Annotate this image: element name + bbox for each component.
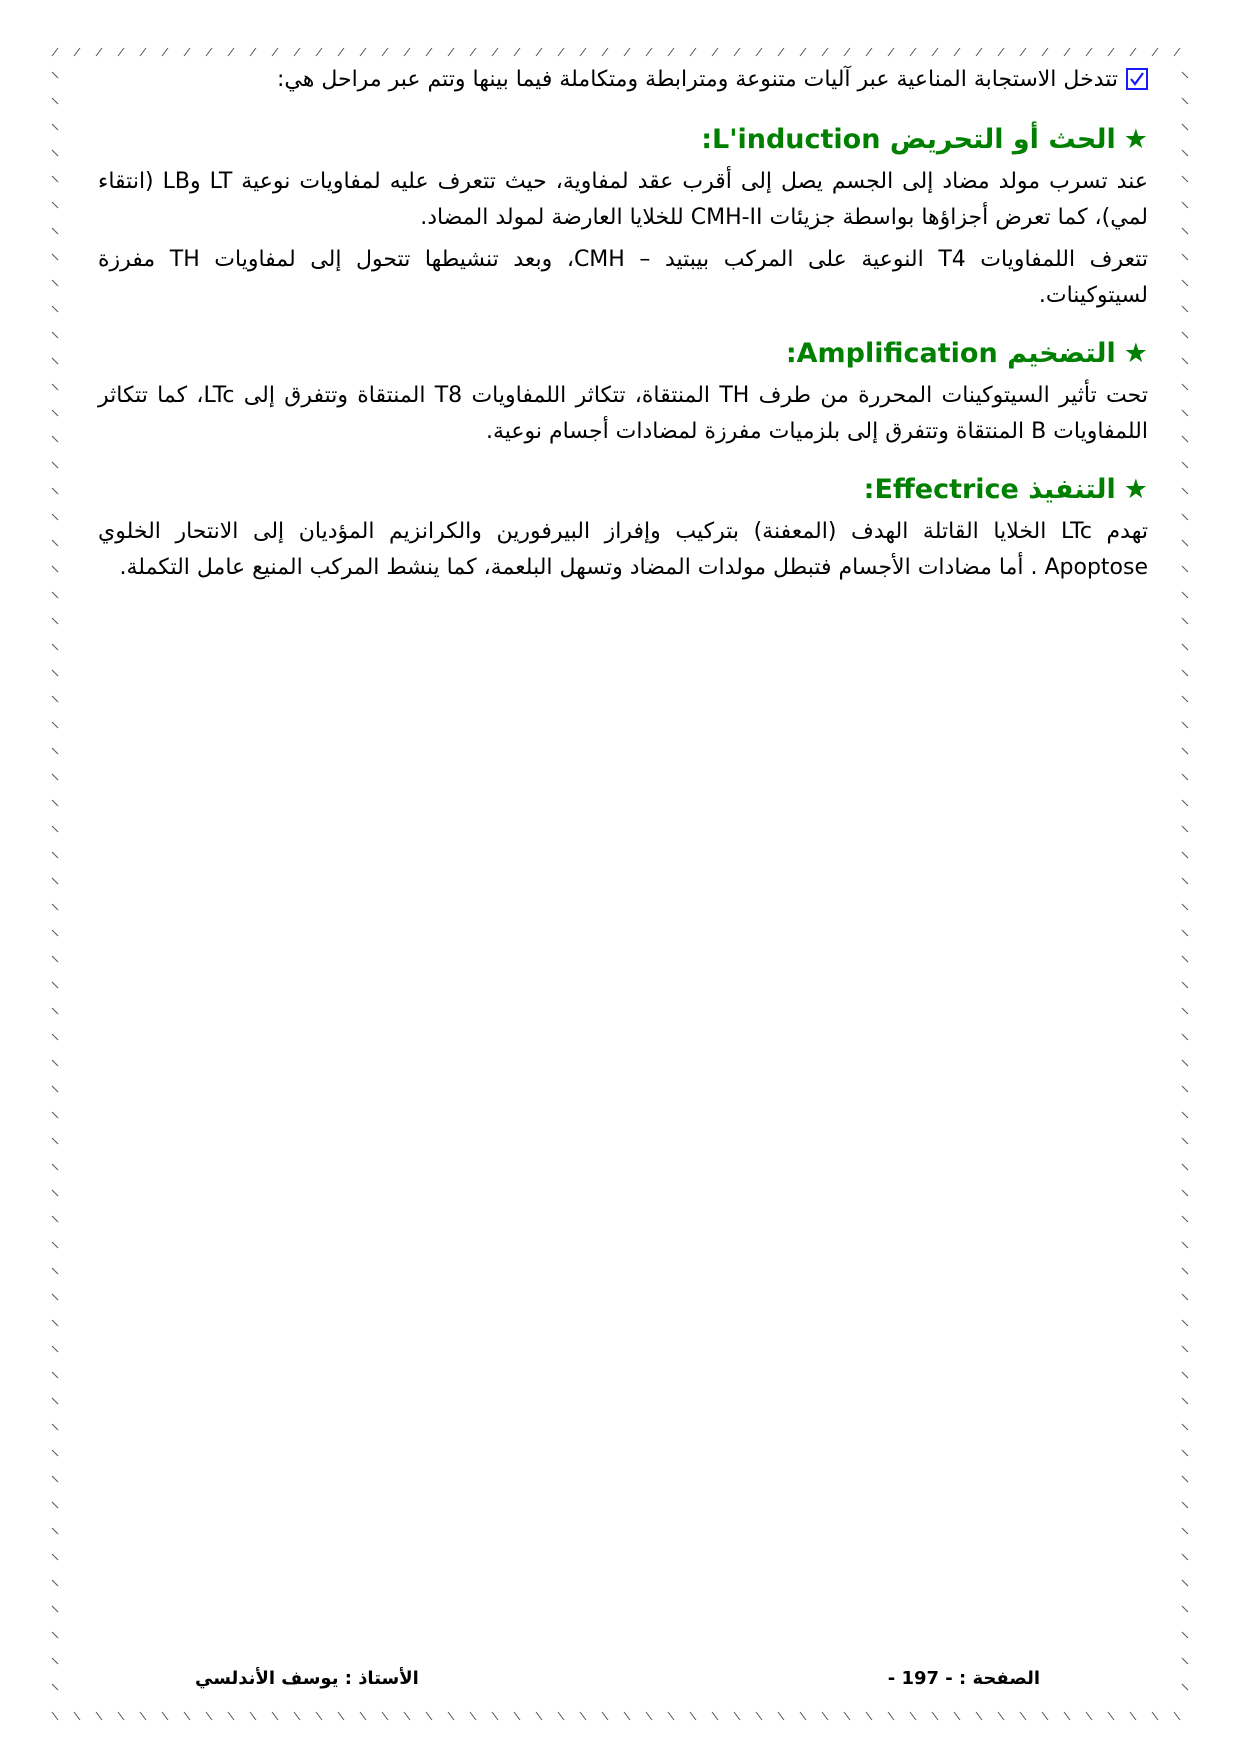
title-ar: التنفيذ — [1028, 474, 1116, 505]
title-fr: Amplification: — [785, 338, 998, 369]
star-icon: ★ — [1123, 124, 1148, 155]
section-amplification — [98, 334, 1148, 450]
checkbox-checked-icon — [1126, 68, 1148, 90]
section-title-induction — [98, 120, 1148, 160]
author-name: الأستاذ : يوسف الأندلسي — [195, 1668, 419, 1689]
section-title-effectrice — [98, 470, 1148, 510]
section-title-amplification — [98, 334, 1148, 374]
title-fr: Effectrice: — [863, 474, 1019, 505]
paragraph: تحت تأثير السيتوكينات المحررة من طرف TH المنتقاة، تتكاثر اللمفاويات T8 المنتقاة وتتفرق إلى LTc، كما تتكاثر اللمفاويات B المنتقاة وتتفرق إلى بلزميات مفرزة لمضادات أجسام نوعية. — [98, 383, 1148, 444]
section-induction — [98, 120, 1148, 314]
star-icon: ★ — [1123, 338, 1148, 369]
paragraph: تتعرف اللمفاويات T4 النوعية على المركب بيبتيد – CMH، وبعد تنشيطها تتحول إلى لمفاويات TH مفرزة لسيتوكينات. — [98, 247, 1149, 308]
title-fr: L'induction: — [701, 124, 881, 155]
title-ar: الحث أو التحريض — [889, 124, 1116, 155]
title-ar: التضخيم — [1007, 338, 1116, 369]
page-number: الصفحة : - 197 - — [887, 1668, 1040, 1689]
star-icon: ★ — [1123, 474, 1148, 505]
paragraph: تهدم LTc الخلايا القاتلة الهدف (المعفنة) بتركيب وإفراز البيرفورين والكرانزيم المؤديان إلى الانتحار الخلوي Apoptose . أما مضادات الأجسام فتبطل مولدات المضاد وتسهل البلعمة، كما ينشط المركب المنيع عامل التكملة. — [98, 519, 1148, 580]
intro-text: تتدخل الاستجابة المناعية عبر آليات متنوعة ومترابطة ومتكاملة فيما بينها وتتم عبر مراحل هي: — [276, 67, 1118, 92]
page-content — [98, 62, 1148, 606]
section-effectrice — [98, 470, 1148, 586]
intro-block — [98, 62, 1148, 98]
paragraph: عند تسرب مولد مضاد إلى الجسم يصل إلى أقرب عقد لمفاوية، حيث تتعرف عليه لمفاويات نوعية LT وLB (انتقاء لمي)، كما تعرض أجزاؤها بواسطة جزيئات CMH-II للخلايا العارضة لمولد المضاد. — [98, 169, 1148, 230]
